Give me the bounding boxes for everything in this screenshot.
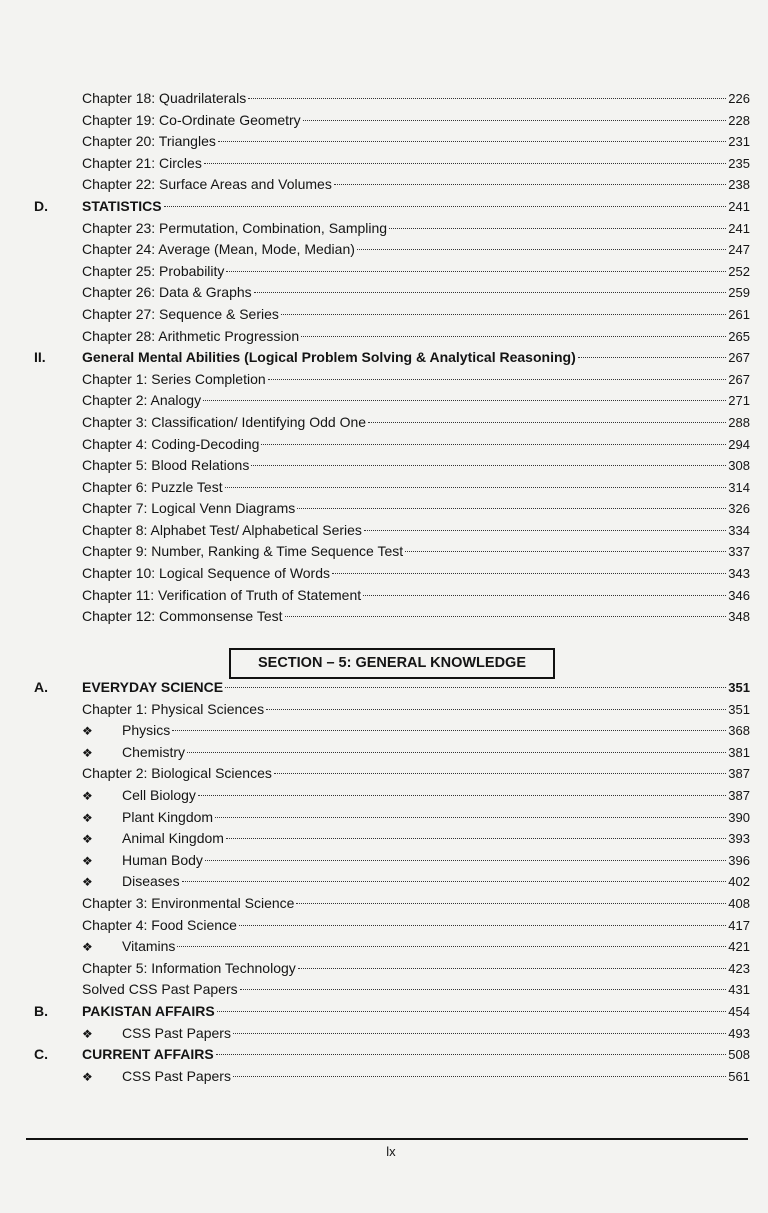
toc-entry-title: Chapter 4: Coding-Decoding	[82, 435, 260, 452]
toc-entry-page: 326	[728, 501, 750, 517]
dot-leader	[281, 314, 726, 315]
toc-entry-title: Chapter 2: Analogy	[82, 392, 202, 409]
toc-entry	[34, 498, 750, 520]
toc-entry-title: Chapter 25: Probability	[82, 262, 225, 279]
toc-entry	[34, 304, 750, 326]
dot-leader	[182, 881, 727, 882]
dot-leader	[248, 98, 726, 99]
toc-entry	[34, 110, 750, 132]
toc-entry-page: 294	[728, 436, 750, 452]
toc-entry-page: 351	[728, 701, 750, 717]
toc-entry	[34, 807, 750, 829]
toc-entry-title: Chapter 5: Blood Relations	[82, 457, 250, 474]
toc-entry-page: 334	[728, 522, 750, 538]
toc-entry-marker: A.	[34, 679, 48, 695]
toc-entry-title: Chapter 8: Alphabet Test/ Alphabetical Series	[82, 521, 362, 538]
dot-leader	[297, 508, 726, 509]
toc-entry-marker: C.	[34, 1046, 48, 1063]
toc-entry	[34, 390, 750, 412]
toc-entry-title: Chapter 24: Average (Mean, Mode, Median)	[82, 241, 355, 258]
dot-leader	[218, 141, 726, 142]
dot-leader	[203, 400, 726, 401]
toc-general-knowledge-list	[34, 677, 750, 1087]
toc-entry-title: Chapter 11: Verification of Truth of Statement	[82, 586, 362, 603]
toc-entry-title: Human Body	[122, 851, 203, 868]
toc-entry-title: Chapter 2: Biological Sciences	[82, 765, 272, 782]
toc-entry	[34, 720, 750, 742]
dot-leader	[266, 709, 726, 710]
toc-entry-page: 267	[728, 350, 750, 366]
dot-leader	[251, 465, 726, 466]
toc-entry-page: 261	[728, 306, 750, 322]
toc-entry	[34, 541, 750, 563]
diamond-bullet-icon: ❖	[82, 853, 93, 868]
toc-entry	[34, 153, 750, 175]
toc-entry-title: STATISTICS	[82, 197, 162, 214]
toc-entry-page: 228	[728, 112, 750, 128]
toc-entry	[34, 369, 750, 391]
toc-entry	[34, 979, 750, 1001]
toc-entry-title: Chapter 1: Series Completion	[82, 370, 266, 387]
toc-entry	[34, 915, 750, 937]
toc-entry-page: 423	[728, 960, 750, 976]
dot-leader	[368, 422, 726, 423]
toc-entry	[34, 455, 750, 477]
dot-leader	[298, 968, 727, 969]
toc-entry	[34, 218, 750, 240]
dot-leader	[205, 860, 726, 861]
toc-entry-title: Chapter 26: Data & Graphs	[82, 284, 252, 301]
toc-entry-title: Chapter 7: Logical Venn Diagrams	[82, 500, 296, 517]
dot-leader	[363, 595, 726, 596]
toc-entry-title: Diseases	[122, 873, 180, 890]
toc-entry-title: Chemistry	[122, 743, 186, 760]
toc-entry	[34, 174, 750, 196]
section-heading-box	[229, 648, 555, 679]
toc-entry-title: Plant Kingdom	[122, 808, 214, 825]
dot-leader	[285, 616, 727, 617]
toc-entry-title: General Mental Abilities (Logical Problem Solving & Analytical Reasoning)	[82, 349, 576, 366]
toc-entry-page: 343	[728, 566, 750, 582]
toc-entry	[34, 699, 750, 721]
diamond-bullet-icon: ❖	[82, 940, 93, 955]
toc-entry-title: Chapter 5: Information Technology	[82, 959, 296, 976]
toc-entry-title: Chapter 1: Physical Sciences	[82, 700, 265, 717]
toc-entry	[34, 326, 750, 348]
toc-entry	[34, 131, 750, 153]
toc-entry-title: Physics	[122, 722, 171, 739]
dot-leader	[239, 925, 726, 926]
dot-leader	[303, 120, 727, 121]
toc-entry	[34, 88, 750, 110]
toc-entry-title: EVERYDAY SCIENCE	[82, 679, 224, 695]
toc-entry	[34, 936, 750, 958]
dot-leader	[268, 379, 727, 380]
toc-entry	[34, 893, 750, 915]
diamond-bullet-icon: ❖	[82, 1069, 93, 1084]
toc-entry-marker: D.	[34, 197, 48, 214]
toc-entry	[34, 261, 750, 283]
toc-entry-page: 508	[728, 1047, 750, 1063]
toc-entry-page: 390	[728, 809, 750, 825]
dot-leader	[261, 444, 726, 445]
toc-entry-page: 226	[728, 91, 750, 106]
toc-entry-page: 493	[728, 1025, 750, 1041]
dot-leader	[216, 1054, 727, 1055]
toc-entry-title: Chapter 19: Co-Ordinate Geometry	[82, 111, 301, 128]
dot-leader	[198, 795, 726, 796]
toc-entry	[34, 347, 750, 369]
toc-entry	[34, 606, 750, 628]
toc-entry-page: 454	[728, 1003, 750, 1019]
toc-entry-title: CSS Past Papers	[122, 1067, 231, 1084]
toc-entry	[34, 1001, 750, 1023]
dot-leader	[204, 163, 726, 164]
toc-entry-page: 402	[728, 874, 750, 890]
toc-entry-page: 351	[728, 680, 750, 695]
toc-entry-page: 368	[728, 723, 750, 739]
dot-leader	[215, 817, 726, 818]
dot-leader	[226, 838, 726, 839]
toc-entry	[34, 958, 750, 980]
toc-entry-page: 393	[728, 831, 750, 847]
dot-leader	[164, 206, 727, 207]
toc-entry	[34, 412, 750, 434]
dot-leader	[177, 946, 726, 947]
dot-leader	[405, 551, 726, 552]
toc-entry	[34, 1066, 750, 1088]
toc-entry-page: 417	[728, 917, 750, 933]
dot-leader	[334, 184, 726, 185]
toc-entry-page: 288	[728, 414, 750, 430]
dot-leader	[226, 271, 726, 272]
dot-leader	[357, 249, 726, 250]
toc-entry	[34, 282, 750, 304]
toc-entry-title: Chapter 21: Circles	[82, 154, 202, 171]
toc-entry	[34, 239, 750, 261]
dot-leader	[172, 730, 726, 731]
toc-entry	[34, 828, 750, 850]
footer-rule	[26, 1138, 748, 1140]
toc-entry-title: Vitamins	[122, 938, 176, 955]
dot-leader	[217, 1011, 727, 1012]
dot-leader	[578, 357, 727, 358]
dot-leader	[225, 687, 726, 688]
dot-leader	[301, 336, 726, 337]
toc-entry	[34, 763, 750, 785]
dot-leader	[233, 1076, 726, 1077]
dot-leader	[187, 752, 726, 753]
toc-entry	[34, 677, 750, 699]
toc-entry-page: 235	[728, 155, 750, 171]
dot-leader	[364, 530, 726, 531]
toc-entry	[34, 1023, 750, 1045]
diamond-bullet-icon: ❖	[82, 1026, 93, 1041]
toc-entry-page: 252	[728, 263, 750, 279]
toc-entry-title: Chapter 4: Food Science	[82, 916, 237, 933]
toc-entry-title: Animal Kingdom	[122, 830, 224, 847]
toc-entry-title: CURRENT AFFAIRS	[82, 1046, 214, 1063]
diamond-bullet-icon: ❖	[82, 745, 93, 760]
dot-leader	[225, 487, 727, 488]
dot-leader	[233, 1033, 726, 1034]
toc-entry-title: Chapter 9: Number, Ranking & Time Sequence Test	[82, 543, 404, 560]
toc-entry-page: 381	[728, 744, 750, 760]
toc-entry-page: 348	[728, 609, 750, 625]
toc-entry-page: 561	[728, 1068, 750, 1084]
toc-entry-title: Chapter 3: Environmental Science	[82, 894, 295, 911]
toc-entry-page: 259	[728, 285, 750, 301]
toc-upper-list	[34, 88, 750, 628]
toc-entry-page: 337	[728, 544, 750, 560]
diamond-bullet-icon: ❖	[82, 724, 93, 739]
dot-leader	[254, 292, 727, 293]
toc-entry	[34, 520, 750, 542]
toc-entry-title: Chapter 6: Puzzle Test	[82, 478, 223, 495]
toc-entry	[34, 434, 750, 456]
toc-entry	[34, 850, 750, 872]
toc-entry-page: 387	[728, 787, 750, 803]
toc-entry-title: Chapter 12: Commonsense Test	[82, 608, 283, 625]
toc-entry	[34, 563, 750, 585]
toc-entry-page: 231	[728, 134, 750, 150]
toc-entry-page: 308	[728, 458, 750, 474]
toc-entry-title: Chapter 10: Logical Sequence of Words	[82, 565, 331, 582]
section-heading: SECTION – 5: GENERAL KNOWLEDGE	[257, 655, 526, 671]
toc-entry-page: 238	[728, 177, 750, 193]
toc-entry-title: Chapter 27: Sequence & Series	[82, 305, 279, 322]
toc-entry-title: Chapter 18: Quadrilaterals	[82, 90, 247, 106]
dot-leader	[274, 773, 726, 774]
toc-entry-page: 267	[728, 371, 750, 387]
diamond-bullet-icon: ❖	[82, 810, 93, 825]
diamond-bullet-icon: ❖	[82, 832, 93, 847]
toc-entry-page: 387	[728, 766, 750, 782]
toc-entry	[34, 871, 750, 893]
footer-page-number: lx	[386, 1144, 396, 1159]
toc-entry-page: 247	[728, 242, 750, 258]
dot-leader	[332, 573, 726, 574]
toc-entry	[34, 196, 750, 218]
toc-entry	[34, 477, 750, 499]
dot-leader	[389, 228, 726, 229]
diamond-bullet-icon: ❖	[82, 875, 93, 890]
toc-entry-page: 314	[728, 479, 750, 495]
toc-entry-title: Cell Biology	[122, 786, 196, 803]
toc-entry	[34, 1044, 750, 1066]
toc-entry-page: 241	[728, 220, 750, 236]
toc-entry-page: 346	[728, 587, 750, 603]
dot-leader	[296, 903, 726, 904]
toc-entry-marker: B.	[34, 1002, 48, 1019]
diamond-bullet-icon: ❖	[82, 788, 93, 803]
toc-entry	[34, 785, 750, 807]
toc-entry-title: Chapter 22: Surface Areas and Volumes	[82, 176, 332, 193]
toc-entry	[34, 585, 750, 607]
toc-entry-page: 271	[728, 393, 750, 409]
toc-entry-page: 396	[728, 852, 750, 868]
toc-entry	[34, 742, 750, 764]
toc-entry-title: Chapter 20: Triangles	[82, 133, 216, 150]
toc-entry-title: Chapter 28: Arithmetic Progression	[82, 327, 300, 344]
toc-entry-title: PAKISTAN AFFAIRS	[82, 1002, 215, 1019]
toc-entry-page: 265	[728, 328, 750, 344]
toc-entry-page: 431	[728, 982, 750, 998]
toc-entry-marker: II.	[34, 349, 46, 366]
toc-entry-page: 241	[728, 198, 750, 214]
dot-leader	[240, 989, 727, 990]
toc-entry-page: 408	[728, 895, 750, 911]
toc-entry-title: Chapter 3: Classification/ Identifying Odd One	[82, 413, 367, 430]
toc-entry-title: Solved CSS Past Papers	[82, 981, 238, 998]
toc-entry-title: Chapter 23: Permutation, Combination, Sampling	[82, 219, 388, 236]
toc-entry-page: 421	[728, 939, 750, 955]
toc-entry-title: CSS Past Papers	[122, 1024, 231, 1041]
